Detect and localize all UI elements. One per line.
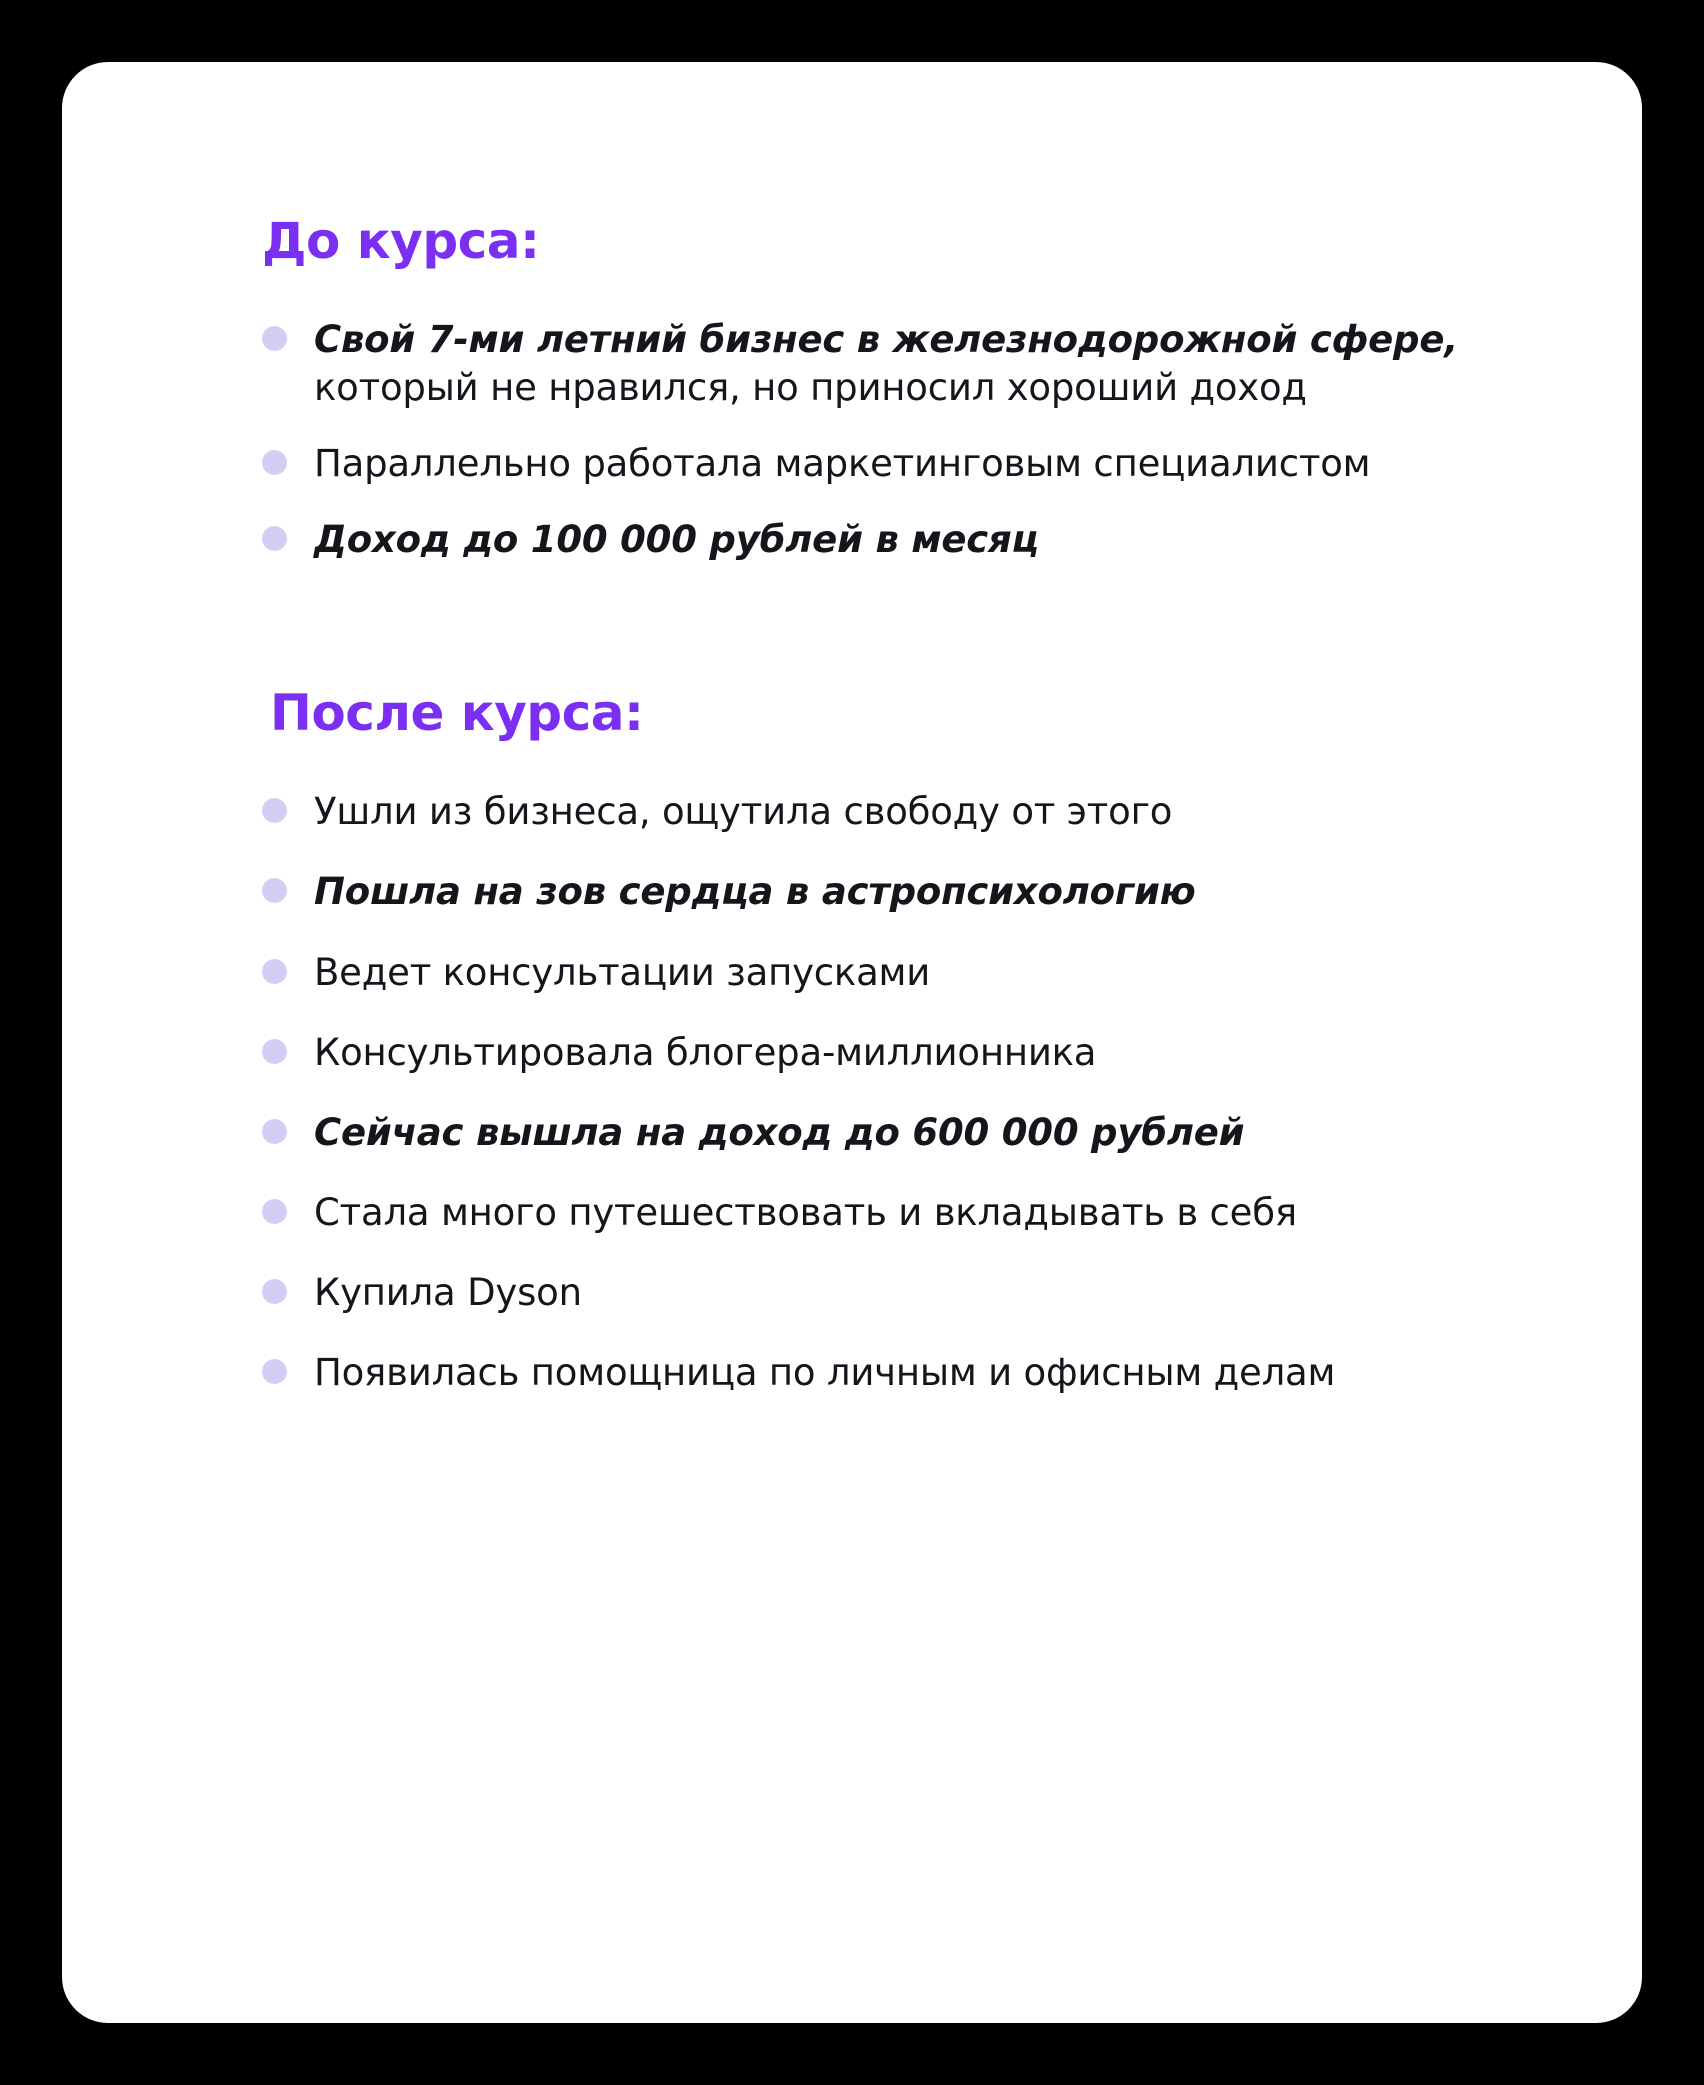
- list-item: [262, 949, 1492, 997]
- bullet-dot-icon: [262, 959, 287, 984]
- bullet-dot-icon: [262, 1119, 287, 1144]
- list-item: [262, 1349, 1492, 1397]
- section-title-before: До курса:: [262, 212, 540, 270]
- list-item-text: Параллельно работала маркетинговым специалистом: [314, 442, 1371, 486]
- bullet-dot-icon: [262, 798, 287, 823]
- content-card: [62, 62, 1642, 2023]
- list-item-text: Стала много путешествовать и вкладывать в себя: [314, 1190, 1297, 1234]
- list-item-emphasis: Доход до 100 000 рублей в месяц: [314, 518, 1039, 562]
- list-item-text: Ведет консультации запусками: [314, 950, 931, 994]
- list-item-emphasis: Свой 7-ми летний бизнес в железнодорожной сфере,: [314, 318, 1459, 361]
- list-item-text: Ушли из бизнеса, ощутила свободу от этого: [314, 790, 1173, 834]
- after-course-list: [262, 788, 1492, 1397]
- bullet-dot-icon: [262, 450, 287, 475]
- list-item: [262, 1109, 1492, 1157]
- list-item-text: который не нравился, но приносил хороший доход: [314, 366, 1307, 410]
- section-title-after: После курса:: [270, 684, 644, 743]
- bullet-dot-icon: [262, 1279, 287, 1304]
- bullet-dot-icon: [262, 326, 287, 351]
- bullet-dot-icon: [262, 878, 287, 903]
- list-item: [262, 1189, 1492, 1237]
- list-item-emphasis: Сейчас вышла на доход до 600 000 рублей: [314, 1110, 1245, 1154]
- list-item-text: Появилась помощница по личным и офисным делам: [314, 1351, 1336, 1395]
- section-after-course: [262, 684, 1492, 1397]
- list-item: [262, 1029, 1492, 1077]
- list-item: [262, 788, 1492, 836]
- list-item-emphasis: Пошла на зов сердца в астропсихологию: [314, 870, 1196, 914]
- list-item: [262, 1269, 1492, 1317]
- bullet-dot-icon: [262, 1359, 287, 1384]
- list-item: [262, 316, 1492, 412]
- before-course-list: [262, 316, 1492, 564]
- bullet-dot-icon: [262, 1039, 287, 1064]
- list-item: [262, 440, 1492, 488]
- list-item-text: Купила Dyson: [314, 1270, 582, 1314]
- list-item: [262, 868, 1492, 916]
- list-item: [262, 516, 1492, 564]
- bullet-dot-icon: [262, 526, 287, 551]
- bullet-dot-icon: [262, 1199, 287, 1224]
- section-before-course: [262, 212, 1492, 564]
- list-item-text: Консультировала блогера-миллионника: [314, 1030, 1097, 1074]
